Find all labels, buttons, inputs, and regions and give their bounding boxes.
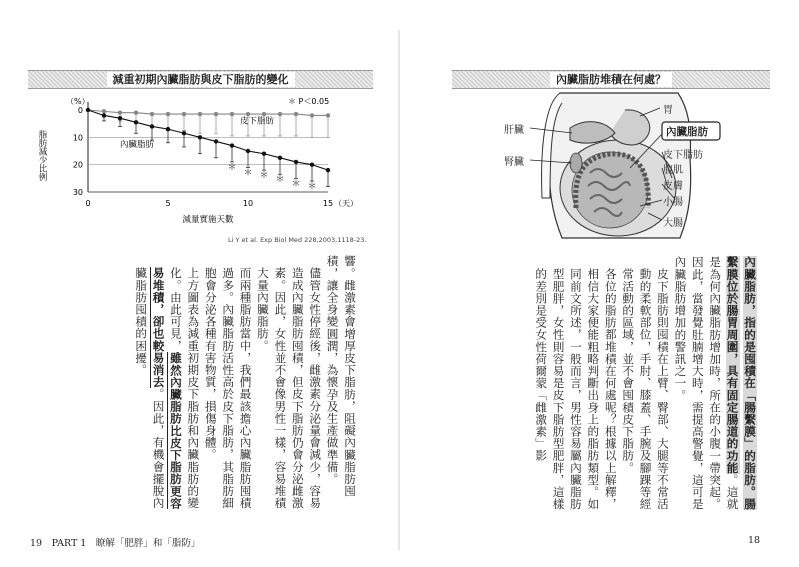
left-paragraph-1: 響。雌激素會增厚皮下脂肪，阻礙內臟脂肪囤積，讓全身變圓潤，為懷孕及生產做準備。 xyxy=(325,255,357,497)
series-label-visceral: 內臟脂肪 xyxy=(120,139,155,150)
left-paragraph-4: 上方圖表為減重初期皮下脂肪和內臟脂肪的變化。由此可見，雖然內臟脂肪比皮下脂肪更容易堆積，卻也較易消去。因此，有機會擺脫內臟脂肪囤積的困擾。 xyxy=(134,267,201,510)
x-tick-label: 10 xyxy=(242,199,254,208)
y-axis-label: 脂肪減少比例 xyxy=(37,130,47,181)
data-point xyxy=(246,149,250,153)
significance-star: ＊ xyxy=(243,168,253,179)
data-point xyxy=(102,109,106,113)
y-tick-label: 10 xyxy=(72,133,83,143)
x-tick-label: 15 xyxy=(322,199,334,208)
data-point xyxy=(278,112,282,116)
series-line-subcutaneous xyxy=(88,110,328,115)
data-point xyxy=(294,112,298,116)
data-point xyxy=(214,139,218,143)
label-abdominal-muscle: 腹肌 xyxy=(663,165,683,176)
right-body-text xyxy=(436,256,758,518)
x-tick-label: 5 xyxy=(165,199,171,208)
data-point xyxy=(262,152,266,156)
data-point xyxy=(278,156,282,160)
label-liver: 肝臟 xyxy=(504,125,524,136)
data-point xyxy=(198,135,202,139)
significance-star: ＊ xyxy=(291,179,301,190)
data-point xyxy=(86,108,90,112)
label-small-intestine: 小腸 xyxy=(663,197,683,208)
data-point xyxy=(326,168,330,172)
figure-title: 減重初期內臟脂肪與皮下脂肪的變化 xyxy=(107,72,295,87)
data-point xyxy=(150,124,154,128)
fat-change-chart xyxy=(28,92,358,242)
significance-star: ＊ xyxy=(307,182,317,193)
x-axis-label: 減量實施天數 xyxy=(182,215,234,225)
x-unit: （天） xyxy=(334,199,358,208)
data-point xyxy=(310,162,314,166)
left-folio: 19 PART 1 瞭解「肥胖」和「脂防」 xyxy=(30,538,201,549)
right-page xyxy=(400,0,799,567)
data-point xyxy=(310,113,314,117)
emphasis-underline: 雖然內臟脂肪比皮下脂肪更容易堆積，卻也較易消去 xyxy=(151,267,183,510)
right-paragraph-1: 內臟脂肪，指的是囤積在「腸繫膜」的脂肪。腸繫膜位於腸胃周圍，具有固定腸道的功能。這就是為何內臟脂肪增加時，所在的小腹一帶突起。因此，當發覺肚腩增大時，需提高警覺，這可是內臟脂肪增加的警訊之一。 xyxy=(673,256,757,511)
data-point xyxy=(166,127,170,131)
data-point xyxy=(326,113,330,117)
data-point xyxy=(118,111,122,115)
label-large-intestine: 大腸 xyxy=(663,218,683,229)
data-point xyxy=(182,131,186,135)
label-kidney: 腎臟 xyxy=(504,157,524,168)
x-tick-label: 0 xyxy=(85,199,91,208)
data-point xyxy=(134,120,138,124)
right-folio: 18 xyxy=(748,535,761,546)
figure-title-bar xyxy=(28,70,373,89)
y-tick-label: 0 xyxy=(77,106,83,115)
data-point xyxy=(230,143,234,147)
data-point xyxy=(182,112,186,116)
highlighted-heading: 內臟脂肪，指的是囤積在「腸繫膜」的脂肪。腸繫膜位於腸胃周圍，具有固定腸道的功能 xyxy=(725,256,757,511)
data-point xyxy=(246,112,250,116)
data-point xyxy=(262,112,266,116)
y-unit: （%） xyxy=(66,97,90,106)
data-point xyxy=(118,116,122,120)
y-tick-label: 20 xyxy=(72,160,83,170)
right-paragraph-2: 皮下脂肪則囤積在上臂、臀部、大腿等不常活動的柔軟部位，手肘、膝蓋、手腕及腳踝等經常活動的區域，並不會囤積皮下脂肪。 xyxy=(621,268,670,510)
left-paragraph-3: 而兩種脂肪當中，我們最該擔心內臟脂肪囤積過多。內臟脂肪活性高於皮下脂肪，其脂肪細胞會分泌各種有害物質，損傷身體。 xyxy=(203,267,253,509)
label-subcutaneous-fat: 皮下脂肪 xyxy=(663,150,703,161)
figure-title: 內臟脂肪堆積在何處？ xyxy=(550,72,672,87)
significance-note: ＊ P＜0.05 xyxy=(288,97,330,106)
data-point xyxy=(102,113,106,117)
label-stomach: 胃 xyxy=(663,105,673,116)
significance-star: ＊ xyxy=(275,175,285,186)
significance-star: ＊ xyxy=(259,171,269,182)
label-visceral-fat: 內臟脂肪 xyxy=(666,126,708,138)
significance-star: ＊ xyxy=(227,162,237,173)
source-citation: Li Y et al. Exp Biol Med 228,2003,1118-23. xyxy=(228,236,367,244)
data-point xyxy=(166,112,170,116)
y-tick-label: 30 xyxy=(72,188,83,197)
body-diagram xyxy=(490,88,740,240)
left-body-text xyxy=(40,255,358,517)
data-point xyxy=(214,112,218,116)
series-label-subcutaneous: 皮下脂肪 xyxy=(240,116,275,127)
data-point xyxy=(134,111,138,115)
right-paragraph-3: 各位的脂肪都堆積在何處呢？根據以上解釋，相信大家便能粗略判斷出身上的脂肪類型。如同前文所述，一般而言，男性容易屬內臟脂肪型肥胖，女性則容易是皮下脂肪型肥胖，這樣的差別是受女性荷爾蒙「雌激素」影 xyxy=(534,268,618,510)
label-skin: 皮膚 xyxy=(663,181,683,192)
left-paragraph-2: 儘管女性停經後，雌激素分泌量會減少，容易造成內臟脂肪囤積，但皮下脂肪仍會分泌雌激素。因此，女性並不會像男性一樣，容易堆積大量內臟脂肪。 xyxy=(255,267,323,509)
data-point xyxy=(230,112,234,116)
data-point xyxy=(198,112,202,116)
data-point xyxy=(150,112,154,116)
data-point xyxy=(294,160,298,164)
figure-title-bar xyxy=(452,70,770,89)
